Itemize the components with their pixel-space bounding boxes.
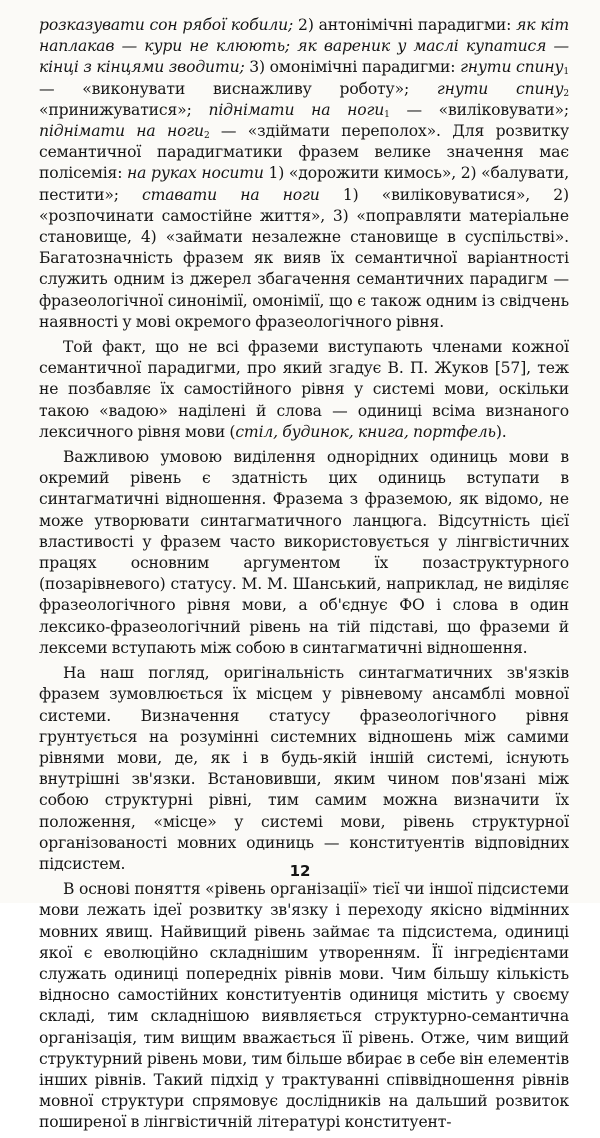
paragraph <box>39 447 569 659</box>
body-text <box>39 15 569 1138</box>
text-run: ). <box>495 422 507 441</box>
text-run: — «виконувати виснажливу роботу»; <box>39 79 437 98</box>
text-run: 1) «дорожити кимось», 2) «балувати, пестити»; <box>39 164 569 204</box>
text-run: Важливою умовою виділення однорідних одиниць мови в окремий рівень є здатність цих одиниць вступати в синтагматичні відношення. Фразема з фраземою, як відомо, не може утворювати синтагматичного ланцюга. Відсутність цієї властивості у фразем часто використовується у лінгвістичних працях основним аргументом їх позаструктурного (позарівневого) статусу. М. М. Шанський, наприклад, не виділяє фразеологічного рівня мови, а об'єднує ФО і слова в один лексико-фразеологічний рівень на тій підставі, що фраземи й лексеми вступають між собою в синтагматичні відношення. <box>39 448 569 657</box>
italic-example: піднімати на ноги <box>208 100 385 119</box>
subscript-index: 2 <box>203 131 210 142</box>
subscript-index: 1 <box>384 109 390 120</box>
italic-example: на руках носити <box>127 164 264 183</box>
text-run: В основі поняття «рівень організації» тієї чи іншої підсистеми мови лежать ідеї розвитку зв'язку і переходу якісно відмінних мовних явищ. Найвищий рівень займає та підсистема, одиниці якої є еволюційно складнішим утворенням. Її інгредієнтами служать одиниці попередніх рівнів мови. Чим більшу кількість відносно самостійних конституентів одиниця містить у своєму складі, тим складнішою виявляється структурно-семантична організація, тим вищим вважається її рівень. Отже, чим вищий структурний рівень мови, тим більше вбирає в себе він елементів інших рівнів. Такий підхід у трактуванні співвідношення рівнів мовної структури спрямовує дослідників на дальший розвиток поширеної в лінгвістичній літературі конституент- <box>39 880 569 1132</box>
paragraph <box>39 879 569 1133</box>
italic-example: як кіт наплакав — кури не клюють; як вареник у маслі купатися — кінці з кінцями зводити; <box>39 16 570 77</box>
italic-example: ставати на ноги <box>142 185 320 204</box>
text-run: — «здіймати переполох». Для розвитку семантичної парадигматики фразем велике значення має полісемія: <box>39 122 569 183</box>
text-run: 2) антонімічні парадигми: <box>293 16 517 34</box>
text-run: Той факт, що не всі фраземи виступають членами кожної семантичної парадигми, про який згадує В. П. Жуков [57], теж не позбавляє їх самостійного рівня у системі мови, оскільки такою «вадою» наділені й слова — одиниці всіма визнаного лексичного рівня мови ( <box>39 338 569 441</box>
subscript-index: 1 <box>563 67 569 78</box>
text-run: 3) омонімічні парадигми: <box>244 58 461 77</box>
italic-example: піднімати на ноги <box>39 122 204 141</box>
paragraph <box>39 337 569 443</box>
italic-example: гнути спину <box>460 58 564 77</box>
paragraph <box>39 15 569 333</box>
italic-example: стіл, будинок, книга, портфель <box>235 422 496 441</box>
text-run: — «виліковувати»; <box>389 100 569 119</box>
text-run: На наш погляд, оригінальність синтагматичних зв'язків фразем зумовлюється їх місцем у рівневому ансамблі мовної системи. Визначення статусу фразеологічного рівня грунтується на розумінні системних відношень між самими рівнями мови, де, як і в будь-якій іншій системі, існують внутрішні зв'язки. Встановивши, яким чином пов'язані між собою структурні рівні, тим самим можна визначити їх положення, «місце» у системі мови, рівень структурної організованості мовних одиниць — конституентів відповідних підсистем. <box>39 664 569 873</box>
subscript-index: 2 <box>563 88 569 99</box>
paragraph <box>39 663 569 875</box>
text-run: «принижуватися»; <box>39 100 209 119</box>
italic-example: розказувати сон рябої кобили; <box>39 16 294 34</box>
text-run: 1) «виліковуватися», 2) «розпочинати самостійне життя», 3) «поправляти матеріальне становище, 4) «займати незалежне становище в суспільстві». Багатозначність фразем як вияв їх семантичної варіантності служить одним із джерел збагачення семантичних парадигм — фразеологічної синонімії, омонімії, що є також одним із свідчень наявності у мові окремого фразеологічного рівня. <box>39 185 569 331</box>
page-number: 12 <box>289 862 311 880</box>
italic-example: гнути спину <box>436 79 564 98</box>
